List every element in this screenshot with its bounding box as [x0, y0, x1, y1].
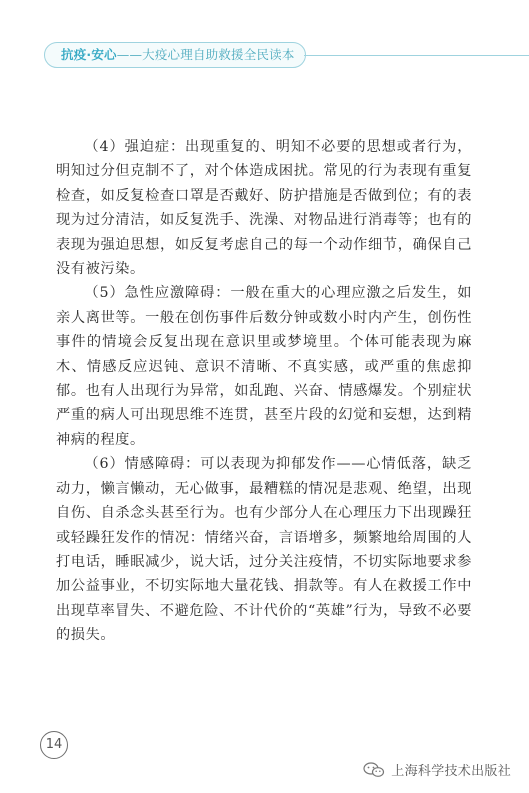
paragraph-affective-disorder: （6）情感障碍：可以表现为抑郁发作——心情低落，缺乏动力，懒言懒动，无心做事，最糟糕的情况是悲观、绝望，出现自伤、自杀念头甚至行为。也有少部分人在心理压力下出现躁狂或轻躁狂发作的情况：情绪兴奋，言语增多，频繁地给周围的人打电话，睡眠减少，说大话，过分关注疫情，不切实际地要求参加公益事业，不切实际地大量花钱、捐款等。有人在救援工作中出现草率冒失、不避危险、不计代价的“英雄”行为，导致不必要的损失。	[56, 456, 472, 644]
paragraph-ocd: （4）强迫症：出现重复的、明知不必要的思想或者行为，明知过分但克制不了，对个体造成困扰。常见的行为表现有重复检查，如反复检查口罩是否戴好、防护措施是否做到位；有的表现为过分清洁，如反复洗手、洗澡、对物品进行消毒等；也有的表现为强迫思想，如反复考虑自己的每一个动作细节，确保自己没有被污染。	[56, 139, 472, 278]
header-accent-text: 抗疫·安心	[61, 47, 117, 62]
wechat-icon	[363, 762, 385, 778]
running-header	[44, 42, 306, 68]
header-subtitle-text: ——大疫心理自助救援全民读本	[116, 47, 295, 62]
body-text	[56, 135, 472, 648]
page-number: 14	[40, 731, 68, 759]
header-rule	[304, 55, 529, 56]
running-header-title	[61, 47, 295, 63]
publisher-watermark	[363, 760, 511, 779]
paragraph-acute-stress: （5）急性应激障碍：一般在重大的心理应激之后发生，如亲人离世等。一般在创伤事件后数分钟或数小时内产生，创伤性事件的情境会反复出现在意识里或梦境里。个体可能表现为麻木、情感反应迟钝、意识不清晰、不真实感，或严重的焦虑抑郁。也有人出现行为异常，如乱跑、兴奋、情感爆发。个别症状严重的病人可出现思维不连贯，甚至片段的幻觉和妄想，达到精神病的程度。	[56, 285, 472, 448]
watermark-text: 上海科学技术出版社	[391, 764, 511, 779]
